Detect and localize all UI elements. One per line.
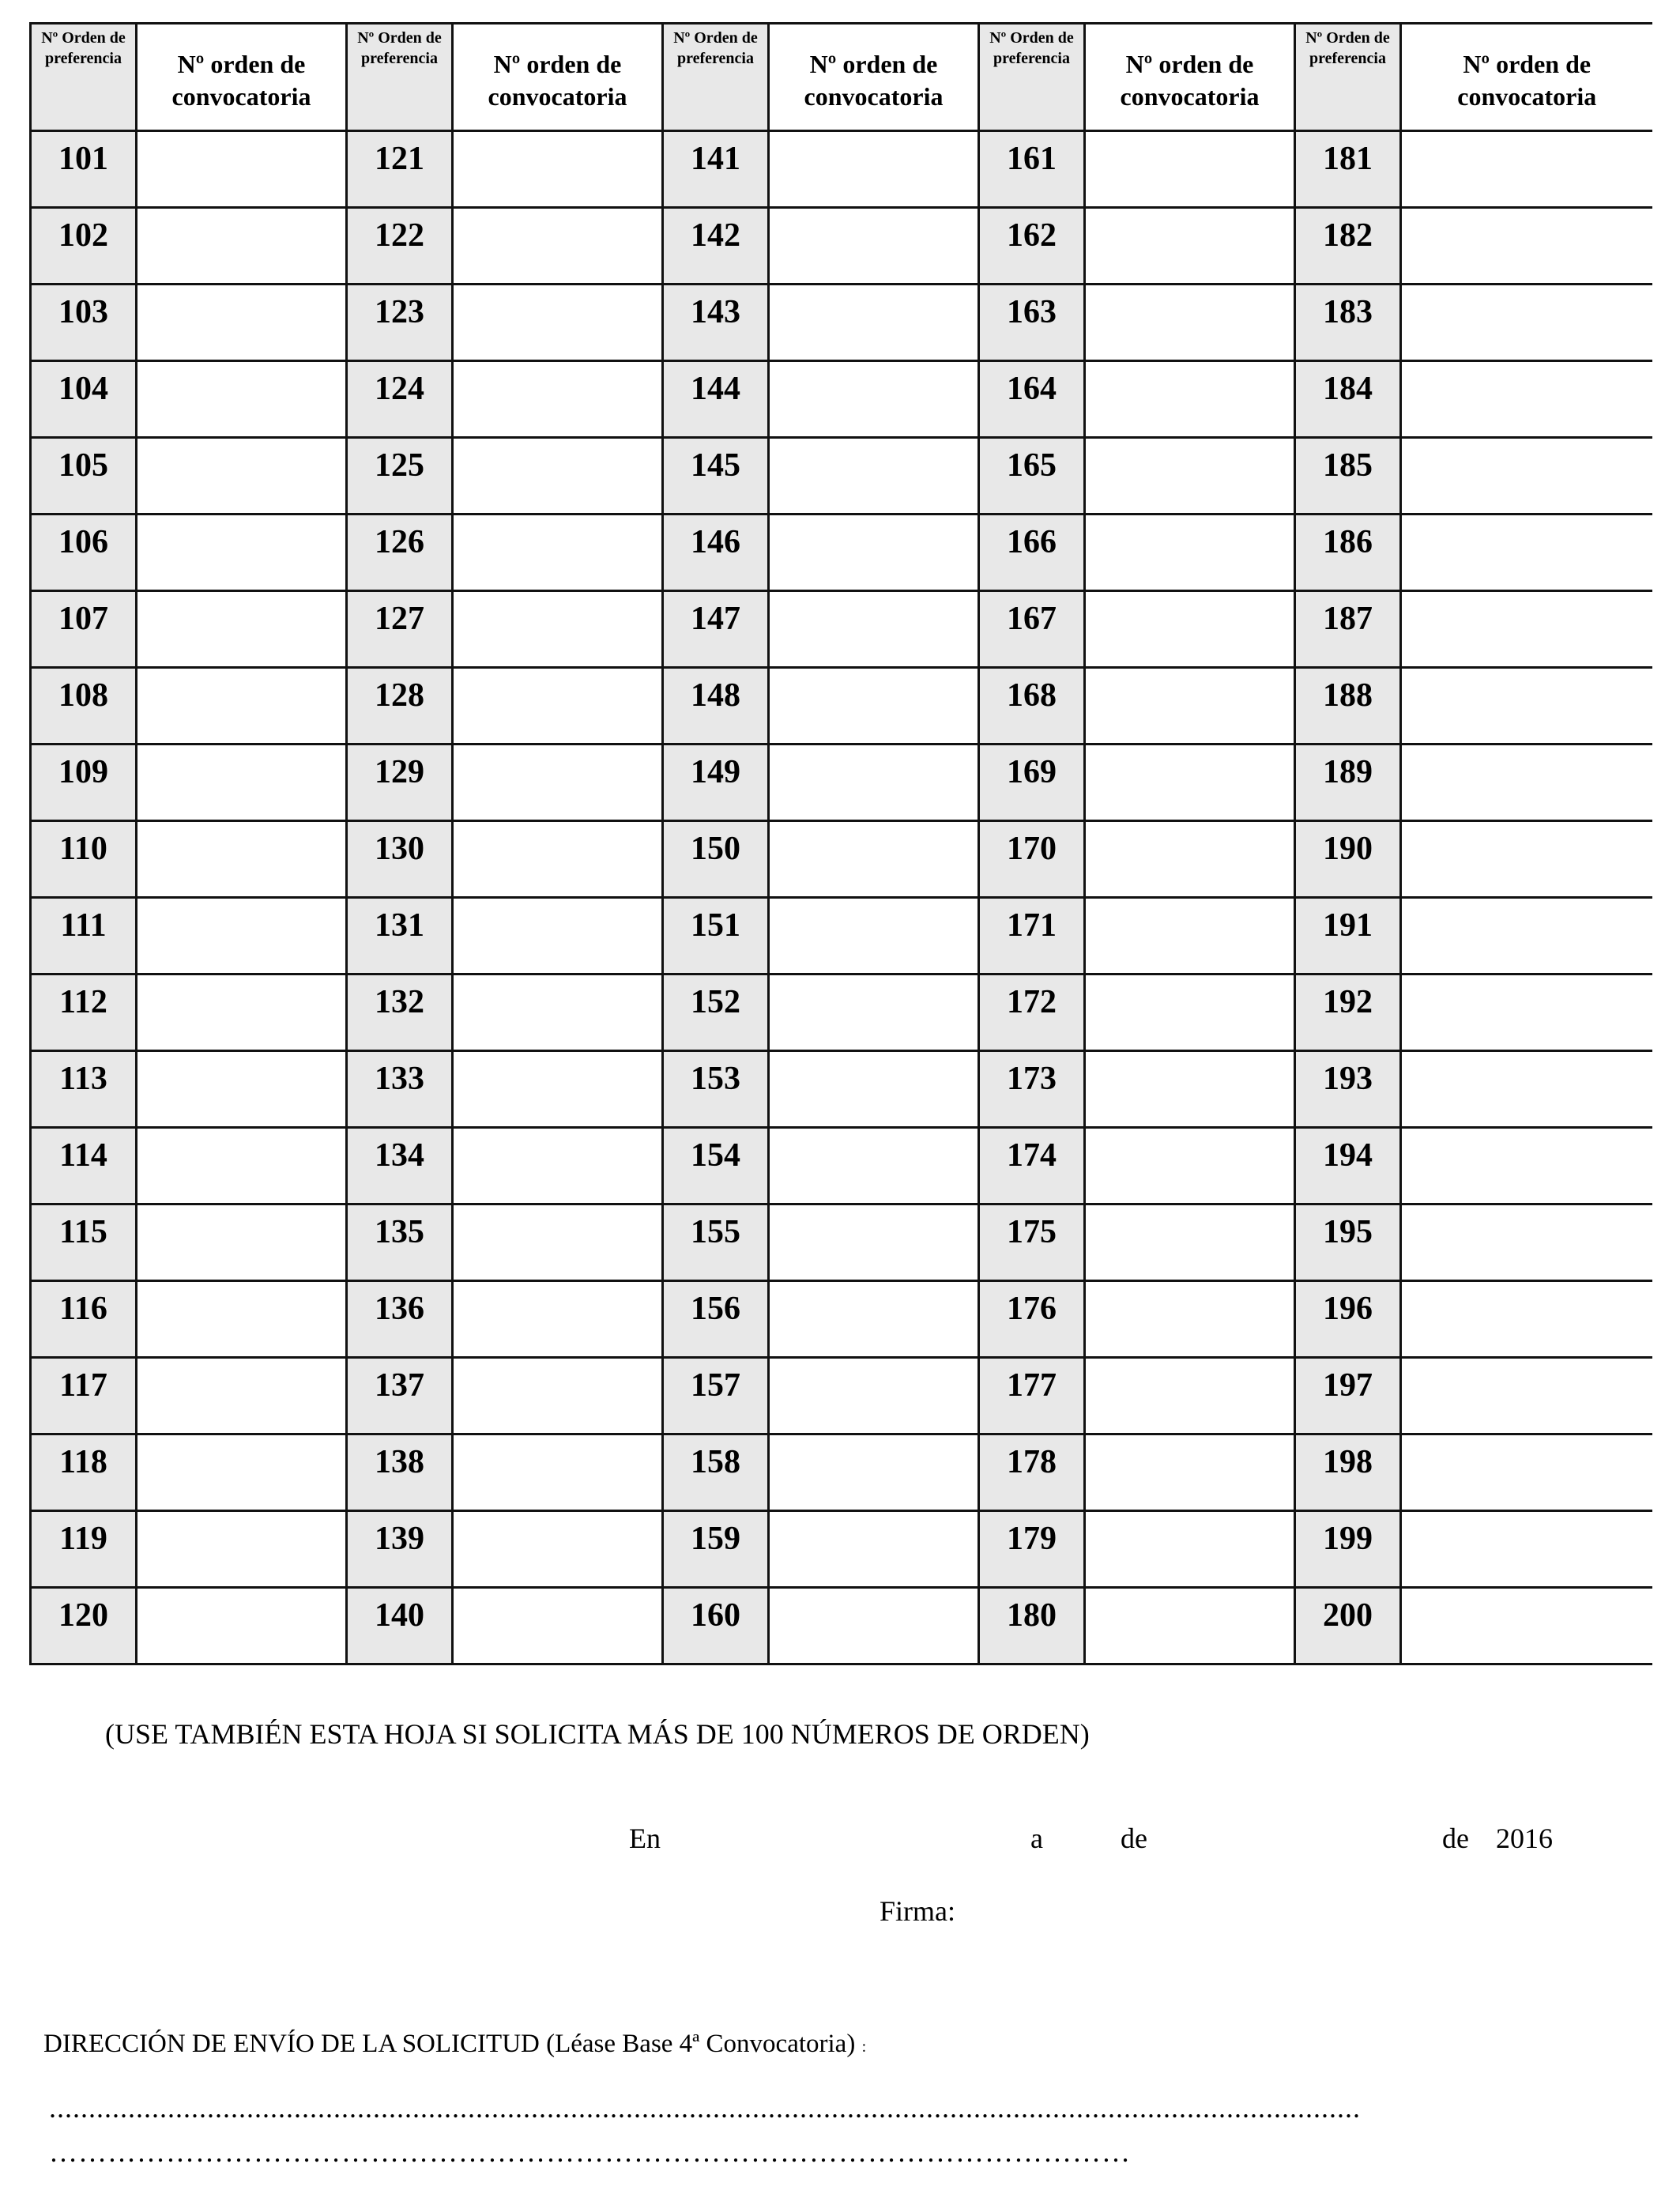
- address-line-2[interactable]: …………………………………………………………………………………………………: [49, 2136, 1131, 2168]
- convocatoria-entry-cell[interactable]: [1085, 1128, 1295, 1204]
- preference-number: 176: [979, 1281, 1085, 1358]
- convocatoria-entry-cell[interactable]: [769, 1588, 979, 1664]
- convocatoria-entry-cell[interactable]: [137, 1128, 347, 1204]
- preference-number: 127: [347, 591, 453, 668]
- table-row: [31, 1358, 1652, 1434]
- convocatoria-entry-cell[interactable]: [1401, 361, 1652, 438]
- preference-number: 135: [347, 1204, 453, 1281]
- preference-number: 117: [31, 1358, 137, 1434]
- convocatoria-entry-cell[interactable]: [453, 668, 663, 745]
- preference-number: 102: [31, 208, 137, 285]
- convocatoria-entry-cell[interactable]: [1085, 361, 1295, 438]
- preference-number: 101: [31, 131, 137, 208]
- preference-number: 122: [347, 208, 453, 285]
- preference-number: 128: [347, 668, 453, 745]
- convocatoria-entry-cell[interactable]: [769, 745, 979, 821]
- convocatoria-entry-cell[interactable]: [1085, 1358, 1295, 1434]
- preference-number: 143: [663, 285, 769, 361]
- preference-number: 108: [31, 668, 137, 745]
- convocatoria-entry-cell[interactable]: [1085, 898, 1295, 974]
- convocatoria-entry-cell[interactable]: [1085, 1511, 1295, 1588]
- pref-header: Nº Orden de preferencia: [979, 24, 1085, 131]
- convocatoria-entry-cell[interactable]: [137, 1434, 347, 1511]
- convocatoria-entry-cell[interactable]: [1401, 131, 1652, 208]
- convocatoria-entry-cell[interactable]: [453, 131, 663, 208]
- preference-number: 154: [663, 1128, 769, 1204]
- address-label: [43, 2030, 866, 2059]
- convocatoria-entry-cell[interactable]: [453, 1588, 663, 1664]
- table-row: [31, 285, 1652, 361]
- table-row: [31, 1128, 1652, 1204]
- address-line-1[interactable]: ......................................................................................................................................................................: [49, 2092, 1361, 2124]
- convocatoria-entry-cell[interactable]: [769, 898, 979, 974]
- convocatoria-entry-cell[interactable]: [1085, 821, 1295, 898]
- convocatoria-entry-cell[interactable]: [1085, 1588, 1295, 1664]
- preference-number: 179: [979, 1511, 1085, 1588]
- preference-number: 165: [979, 438, 1085, 515]
- convocatoria-entry-cell[interactable]: [1085, 515, 1295, 591]
- preference-number: 104: [31, 361, 137, 438]
- preference-number: 168: [979, 668, 1085, 745]
- convocatoria-entry-cell[interactable]: [137, 515, 347, 591]
- date-year: 2016: [1496, 1823, 1553, 1854]
- preference-number: 134: [347, 1128, 453, 1204]
- table-row: [31, 361, 1652, 438]
- convocatoria-entry-cell[interactable]: [137, 1051, 347, 1128]
- convocatoria-entry-cell[interactable]: [769, 1434, 979, 1511]
- convocatoria-entry-cell[interactable]: [1085, 208, 1295, 285]
- convocatoria-entry-cell[interactable]: [137, 131, 347, 208]
- preference-table: [29, 22, 1652, 1665]
- table-row: [31, 1588, 1652, 1664]
- convocatoria-entry-cell[interactable]: [1401, 745, 1652, 821]
- convocatoria-entry-cell[interactable]: [137, 898, 347, 974]
- preference-number: 118: [31, 1434, 137, 1511]
- table-row: [31, 898, 1652, 974]
- convocatoria-entry-cell[interactable]: [137, 821, 347, 898]
- preference-number: 188: [1295, 668, 1401, 745]
- preference-number: 172: [979, 974, 1085, 1051]
- convocatoria-entry-cell[interactable]: [769, 591, 979, 668]
- preference-number: 125: [347, 438, 453, 515]
- convocatoria-entry-cell[interactable]: [1401, 1051, 1652, 1128]
- convocatoria-entry-cell[interactable]: [1401, 208, 1652, 285]
- convocatoria-entry-cell[interactable]: [453, 1358, 663, 1434]
- convocatoria-entry-cell[interactable]: [1085, 1434, 1295, 1511]
- preference-number: 140: [347, 1588, 453, 1664]
- table-row: [31, 438, 1652, 515]
- preference-number: 193: [1295, 1051, 1401, 1128]
- convocatoria-entry-cell[interactable]: [769, 361, 979, 438]
- preference-number: 157: [663, 1358, 769, 1434]
- signature-label: Firma:: [880, 1895, 955, 1927]
- preference-number: 189: [1295, 745, 1401, 821]
- table-row: [31, 821, 1652, 898]
- convocatoria-entry-cell[interactable]: [453, 438, 663, 515]
- conv-header: Nº orden de convocatoria: [453, 24, 663, 131]
- address-colon: :: [861, 2038, 867, 2056]
- convocatoria-entry-cell[interactable]: [1085, 1051, 1295, 1128]
- convocatoria-entry-cell[interactable]: [453, 361, 663, 438]
- convocatoria-entry-cell[interactable]: [769, 974, 979, 1051]
- convocatoria-entry-cell[interactable]: [137, 1511, 347, 1588]
- preference-number: 139: [347, 1511, 453, 1588]
- preference-number: 156: [663, 1281, 769, 1358]
- preference-number: 142: [663, 208, 769, 285]
- preference-number: 107: [31, 591, 137, 668]
- preference-number: 197: [1295, 1358, 1401, 1434]
- convocatoria-entry-cell[interactable]: [137, 1588, 347, 1664]
- preference-number: 121: [347, 131, 453, 208]
- table-row: [31, 515, 1652, 591]
- convocatoria-entry-cell[interactable]: [1085, 131, 1295, 208]
- preference-number: 162: [979, 208, 1085, 285]
- convocatoria-entry-cell[interactable]: [137, 361, 347, 438]
- table-row: [31, 668, 1652, 745]
- preference-number: 184: [1295, 361, 1401, 438]
- preference-number: 167: [979, 591, 1085, 668]
- preference-number: 153: [663, 1051, 769, 1128]
- preference-number: 103: [31, 285, 137, 361]
- preference-number: 114: [31, 1128, 137, 1204]
- preference-number: 178: [979, 1434, 1085, 1511]
- preference-number: 116: [31, 1281, 137, 1358]
- convocatoria-entry-cell[interactable]: [1085, 438, 1295, 515]
- conv-header: Nº orden de convocatoria: [1085, 24, 1295, 131]
- convocatoria-entry-cell[interactable]: [453, 1434, 663, 1511]
- conv-header: Nº orden de convocatoria: [1401, 24, 1652, 131]
- convocatoria-entry-cell[interactable]: [1401, 515, 1652, 591]
- preference-number: 158: [663, 1434, 769, 1511]
- table-row: [31, 591, 1652, 668]
- preference-number: 166: [979, 515, 1085, 591]
- date-de-label-2: de: [1442, 1823, 1469, 1854]
- convocatoria-entry-cell[interactable]: [137, 208, 347, 285]
- convocatoria-entry-cell[interactable]: [137, 1358, 347, 1434]
- convocatoria-entry-cell[interactable]: [769, 208, 979, 285]
- preference-number: 106: [31, 515, 137, 591]
- conv-header: Nº orden de convocatoria: [769, 24, 979, 131]
- preference-number: 137: [347, 1358, 453, 1434]
- table-row: [31, 1051, 1652, 1128]
- preference-number: 130: [347, 821, 453, 898]
- preference-number: 181: [1295, 131, 1401, 208]
- convocatoria-entry-cell[interactable]: [1401, 438, 1652, 515]
- pref-header: Nº Orden de preferencia: [347, 24, 453, 131]
- preference-number: 146: [663, 515, 769, 591]
- pref-header: Nº Orden de preferencia: [31, 24, 137, 131]
- preference-number: 186: [1295, 515, 1401, 591]
- convocatoria-entry-cell[interactable]: [1085, 1204, 1295, 1281]
- convocatoria-entry-cell[interactable]: [769, 515, 979, 591]
- convocatoria-entry-cell[interactable]: [1401, 1204, 1652, 1281]
- convocatoria-entry-cell[interactable]: [453, 1128, 663, 1204]
- convocatoria-entry-cell[interactable]: [453, 1204, 663, 1281]
- table-row: [31, 1204, 1652, 1281]
- preference-number: 131: [347, 898, 453, 974]
- convocatoria-entry-cell[interactable]: [1401, 1434, 1652, 1511]
- table-row: [31, 208, 1652, 285]
- preference-number: 175: [979, 1204, 1085, 1281]
- preference-number: 149: [663, 745, 769, 821]
- table-body: [31, 131, 1652, 1664]
- convocatoria-entry-cell[interactable]: [1401, 668, 1652, 745]
- preference-number: 180: [979, 1588, 1085, 1664]
- convocatoria-entry-cell[interactable]: [769, 1281, 979, 1358]
- pref-header: Nº Orden de preferencia: [663, 24, 769, 131]
- convocatoria-entry-cell[interactable]: [137, 668, 347, 745]
- table-row: [31, 131, 1652, 208]
- preference-number: 200: [1295, 1588, 1401, 1664]
- convocatoria-entry-cell[interactable]: [769, 131, 979, 208]
- preference-number: 177: [979, 1358, 1085, 1434]
- pref-header: Nº Orden de preferencia: [1295, 24, 1401, 131]
- convocatoria-entry-cell[interactable]: [137, 1204, 347, 1281]
- preference-number: 132: [347, 974, 453, 1051]
- convocatoria-entry-cell[interactable]: [453, 974, 663, 1051]
- convocatoria-entry-cell[interactable]: [1401, 821, 1652, 898]
- preference-number: 185: [1295, 438, 1401, 515]
- table-row: [31, 974, 1652, 1051]
- table-header-row: [31, 24, 1652, 131]
- convocatoria-entry-cell[interactable]: [1401, 1358, 1652, 1434]
- preference-number: 164: [979, 361, 1085, 438]
- convocatoria-entry-cell[interactable]: [1401, 898, 1652, 974]
- preference-number: 169: [979, 745, 1085, 821]
- convocatoria-entry-cell[interactable]: [769, 285, 979, 361]
- convocatoria-entry-cell[interactable]: [1401, 1128, 1652, 1204]
- preference-number: 159: [663, 1511, 769, 1588]
- preference-number: 182: [1295, 208, 1401, 285]
- preference-number: 120: [31, 1588, 137, 1664]
- address-label-text: DIRECCIÓN DE ENVÍO DE LA SOLICITUD (Léase Base 4ª Convocatoria): [43, 2030, 856, 2058]
- preference-number: 126: [347, 515, 453, 591]
- convocatoria-entry-cell[interactable]: [453, 745, 663, 821]
- convocatoria-entry-cell[interactable]: [137, 438, 347, 515]
- date-de-label-1: de: [1121, 1823, 1147, 1854]
- preference-number: 144: [663, 361, 769, 438]
- usage-note: (USE TAMBIÉN ESTA HOJA SI SOLICITA MÁS DE 100 NÚMEROS DE ORDEN): [105, 1718, 1090, 1750]
- convocatoria-entry-cell[interactable]: [453, 821, 663, 898]
- convocatoria-entry-cell[interactable]: [453, 591, 663, 668]
- preference-number: 187: [1295, 591, 1401, 668]
- convocatoria-entry-cell[interactable]: [769, 1358, 979, 1434]
- table-row: [31, 1511, 1652, 1588]
- preference-number: 147: [663, 591, 769, 668]
- preference-number: 124: [347, 361, 453, 438]
- table-row: [31, 745, 1652, 821]
- preference-number: 145: [663, 438, 769, 515]
- convocatoria-entry-cell[interactable]: [453, 285, 663, 361]
- preference-number: 148: [663, 668, 769, 745]
- convocatoria-entry-cell[interactable]: [1401, 285, 1652, 361]
- conv-header: Nº orden de convocatoria: [137, 24, 347, 131]
- preference-number: 199: [1295, 1511, 1401, 1588]
- preference-number: 138: [347, 1434, 453, 1511]
- convocatoria-entry-cell[interactable]: [769, 438, 979, 515]
- date-en-label: En: [629, 1823, 661, 1854]
- convocatoria-entry-cell[interactable]: [1085, 745, 1295, 821]
- convocatoria-entry-cell[interactable]: [769, 1204, 979, 1281]
- convocatoria-entry-cell[interactable]: [769, 1128, 979, 1204]
- convocatoria-entry-cell[interactable]: [453, 898, 663, 974]
- preference-number: 195: [1295, 1204, 1401, 1281]
- convocatoria-entry-cell[interactable]: [453, 1051, 663, 1128]
- date-a-label: a: [1030, 1823, 1043, 1854]
- preference-number: 191: [1295, 898, 1401, 974]
- preference-number: 129: [347, 745, 453, 821]
- convocatoria-entry-cell[interactable]: [1401, 1511, 1652, 1588]
- convocatoria-entry-cell[interactable]: [1401, 974, 1652, 1051]
- preference-number: 155: [663, 1204, 769, 1281]
- table-row: [31, 1434, 1652, 1511]
- table-row: [31, 1281, 1652, 1358]
- preference-number: 151: [663, 898, 769, 974]
- preference-number: 109: [31, 745, 137, 821]
- convocatoria-entry-cell[interactable]: [1085, 974, 1295, 1051]
- preference-number: 198: [1295, 1434, 1401, 1511]
- preference-number: 136: [347, 1281, 453, 1358]
- convocatoria-entry-cell[interactable]: [453, 1281, 663, 1358]
- convocatoria-entry-cell[interactable]: [1085, 668, 1295, 745]
- convocatoria-entry-cell[interactable]: [1401, 1588, 1652, 1664]
- preference-number: 123: [347, 285, 453, 361]
- convocatoria-entry-cell[interactable]: [769, 668, 979, 745]
- convocatoria-entry-cell[interactable]: [769, 821, 979, 898]
- preference-number: 141: [663, 131, 769, 208]
- preference-number: 173: [979, 1051, 1085, 1128]
- convocatoria-entry-cell[interactable]: [137, 591, 347, 668]
- preference-number: 190: [1295, 821, 1401, 898]
- preference-number: 160: [663, 1588, 769, 1664]
- convocatoria-entry-cell[interactable]: [1401, 1281, 1652, 1358]
- convocatoria-entry-cell[interactable]: [769, 1051, 979, 1128]
- convocatoria-entry-cell[interactable]: [1401, 591, 1652, 668]
- convocatoria-entry-cell[interactable]: [137, 745, 347, 821]
- preference-number: 163: [979, 285, 1085, 361]
- preference-number: 110: [31, 821, 137, 898]
- preference-number: 174: [979, 1128, 1085, 1204]
- preference-number: 183: [1295, 285, 1401, 361]
- preference-number: 113: [31, 1051, 137, 1128]
- preference-number: 161: [979, 131, 1085, 208]
- preference-number: 171: [979, 898, 1085, 974]
- preference-number: 105: [31, 438, 137, 515]
- convocatoria-entry-cell[interactable]: [453, 208, 663, 285]
- preference-number: 150: [663, 821, 769, 898]
- preference-number: 112: [31, 974, 137, 1051]
- preference-number: 111: [31, 898, 137, 974]
- preference-number: 115: [31, 1204, 137, 1281]
- convocatoria-entry-cell[interactable]: [453, 1511, 663, 1588]
- convocatoria-entry-cell[interactable]: [453, 515, 663, 591]
- preference-number: 192: [1295, 974, 1401, 1051]
- preference-number: 194: [1295, 1128, 1401, 1204]
- preference-number: 119: [31, 1511, 137, 1588]
- preference-number: 152: [663, 974, 769, 1051]
- preference-number: 170: [979, 821, 1085, 898]
- preference-number: 196: [1295, 1281, 1401, 1358]
- convocatoria-entry-cell[interactable]: [137, 974, 347, 1051]
- preference-number: 133: [347, 1051, 453, 1128]
- convocatoria-entry-cell[interactable]: [769, 1511, 979, 1588]
- convocatoria-entry-cell[interactable]: [1085, 1281, 1295, 1358]
- convocatoria-entry-cell[interactable]: [1085, 285, 1295, 361]
- convocatoria-entry-cell[interactable]: [137, 1281, 347, 1358]
- convocatoria-entry-cell[interactable]: [1085, 591, 1295, 668]
- convocatoria-entry-cell[interactable]: [137, 285, 347, 361]
